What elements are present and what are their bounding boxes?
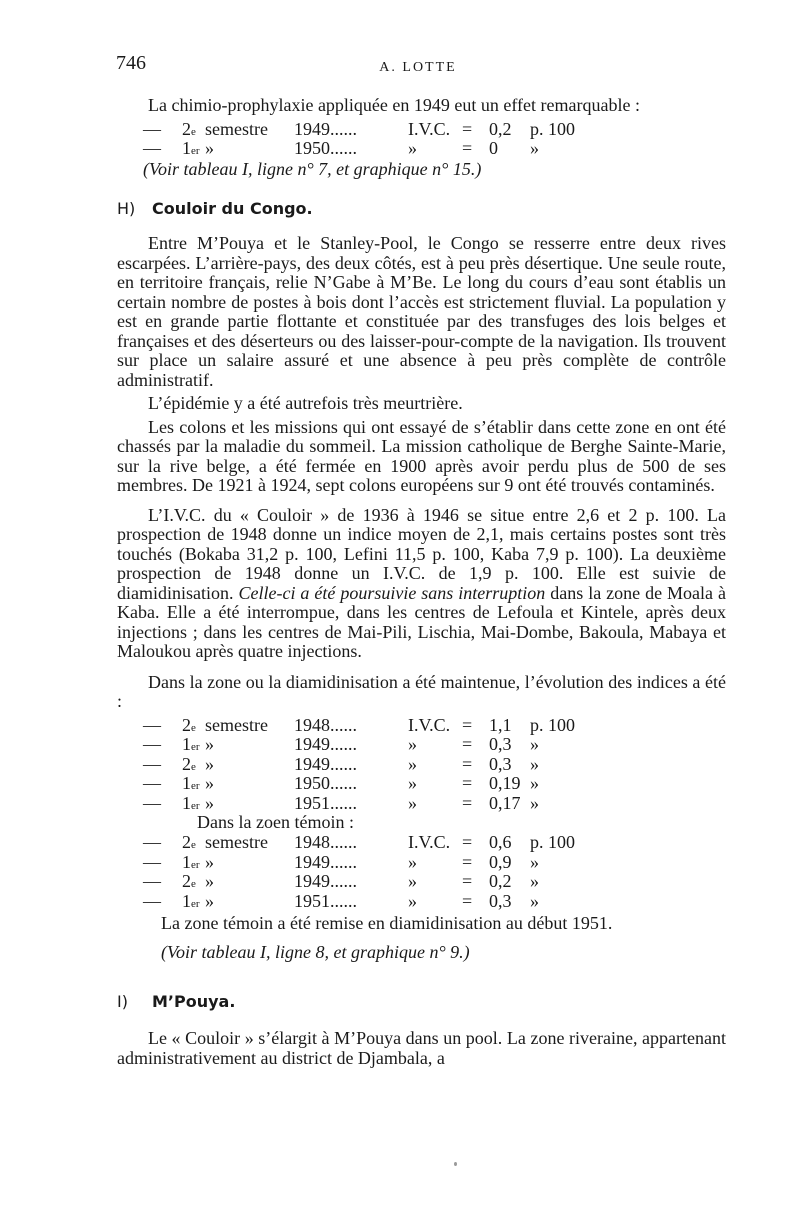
ivc-label: » bbox=[408, 871, 417, 891]
dash: — bbox=[143, 118, 161, 139]
ordinal: 2e bbox=[182, 832, 196, 852]
unit-label: » bbox=[530, 734, 539, 754]
year: 1951...... bbox=[294, 890, 357, 911]
page-body bbox=[117, 96, 726, 1068]
unit-label: » bbox=[530, 138, 539, 158]
unit-label: » bbox=[530, 792, 539, 813]
table-row bbox=[117, 715, 726, 735]
unit-label: » bbox=[530, 773, 539, 793]
equals-sign: = bbox=[462, 890, 473, 911]
ordinal: 1er bbox=[182, 138, 200, 158]
ordinal-suffix: er bbox=[191, 145, 200, 157]
ordinal: 1er bbox=[182, 851, 200, 872]
equals-sign: = bbox=[462, 714, 473, 735]
table-row bbox=[117, 734, 726, 754]
equals-sign: = bbox=[462, 792, 473, 813]
ivc-value: 0,17 bbox=[489, 792, 521, 813]
ordinal: 1er bbox=[182, 773, 200, 793]
reference-note: (Voir tableau I, ligne n° 7, et graphique n° 15.) bbox=[143, 158, 482, 179]
equals-sign: = bbox=[462, 753, 473, 774]
section-title: Couloir du Congo. bbox=[152, 199, 313, 218]
equals-sign: = bbox=[462, 734, 473, 754]
ivc-value: 0,3 bbox=[489, 753, 512, 774]
semester-label: » bbox=[205, 792, 214, 813]
ordinal-suffix: e bbox=[191, 878, 196, 890]
ivc-value: 0,2 bbox=[489, 118, 512, 139]
control-zone-heading: Dans la zoen témoin : bbox=[197, 812, 354, 832]
equals-sign: = bbox=[462, 851, 473, 872]
ivc-label: » bbox=[408, 753, 417, 774]
semester-label: » bbox=[205, 851, 214, 872]
year: 1950...... bbox=[294, 138, 357, 158]
ordinal: 1er bbox=[182, 792, 200, 813]
year: 1949...... bbox=[294, 871, 357, 891]
semester-label: » bbox=[205, 753, 214, 774]
unit-label: » bbox=[530, 890, 539, 911]
ivc-label: » bbox=[408, 138, 417, 158]
paragraph bbox=[117, 506, 726, 662]
table-row bbox=[117, 119, 726, 139]
year: 1948...... bbox=[294, 714, 357, 735]
intro-paragraph: La chimio-prophylaxie appliquée en 1949 eut un effet remarquable : bbox=[148, 95, 640, 115]
ivc-label: » bbox=[408, 792, 417, 813]
running-head: A. LOTTE bbox=[379, 60, 457, 75]
year: 1949...... bbox=[294, 851, 357, 872]
dash: — bbox=[143, 753, 161, 774]
closing-line: La zone témoin a été remise en diamidinisation au début 1951. bbox=[161, 913, 613, 933]
ordinal-suffix: e bbox=[191, 760, 196, 773]
emphasis-text: Celle-ci a été poursuivie sans interruption bbox=[238, 582, 546, 603]
ivc-value: 0,19 bbox=[489, 773, 521, 793]
ivc-value: 0 bbox=[489, 138, 498, 158]
intro-table bbox=[117, 119, 726, 158]
unit-label: » bbox=[530, 871, 539, 891]
year: 1948...... bbox=[294, 832, 357, 852]
dash: — bbox=[143, 734, 161, 754]
ordinal: 2e bbox=[182, 871, 196, 891]
ivc-value: 1,1 bbox=[489, 714, 512, 735]
paragraph-text: L’I.V.C. du « Couloir » de 1936 à 1946 se situe entre 2,6 et 2 p. 100. La prospection de 1948 donne un indice moyen de 2,1, mais certains postes sont très touchés (Bokaba 31,2 p. 100, Lefini 11,5 p. 100, Kaba 7,9 p. 100). La deuxième prospection de 1948 donne un I.V.C. de 1,9 p. 100. Elle est suivie de diamidinisation. bbox=[117, 504, 726, 603]
unit-label: » bbox=[530, 851, 539, 872]
treated-zone-table bbox=[117, 715, 726, 813]
ivc-value: 0,9 bbox=[489, 851, 512, 872]
ordinal-suffix: er bbox=[191, 799, 200, 812]
table-row bbox=[117, 793, 726, 813]
ivc-value: 0,3 bbox=[489, 890, 512, 911]
ivc-value: 0,2 bbox=[489, 871, 512, 891]
ordinal: 2e bbox=[182, 118, 196, 139]
dash: — bbox=[143, 792, 161, 813]
ordinal: 1er bbox=[182, 734, 200, 754]
section-heading-h bbox=[117, 199, 726, 218]
ordinal: 2e bbox=[182, 753, 196, 774]
equals-sign: = bbox=[462, 773, 473, 793]
ivc-value: 0,3 bbox=[489, 734, 512, 754]
year: 1949...... bbox=[294, 753, 357, 774]
unit-label: p. 100 bbox=[530, 118, 575, 139]
page-number: 746 bbox=[116, 52, 146, 74]
year: 1951...... bbox=[294, 792, 357, 813]
ivc-value: 0,6 bbox=[489, 832, 512, 852]
semester-label: semestre bbox=[205, 832, 268, 852]
ordinal-suffix: e bbox=[191, 839, 196, 851]
semester-label: » bbox=[205, 773, 214, 793]
paragraph: Les colons et les missions qui ont essayé de s’établir dans cette zone en ont été chassés par la maladie du sommeil. La mission catholique de Berghe Sainte-Marie, sur la rive belge, a été fermée en 1900 après avoir perdu plus de 500 de ses membres. De 1921 à 1924, sept colons européens sur 9 ont été trouvés contaminés. bbox=[117, 416, 726, 495]
paragraph: Dans la zone ou la diamidinisation a été maintenue, l’évolution des indices a été : bbox=[117, 671, 726, 711]
ivc-label: I.V.C. bbox=[408, 118, 451, 139]
ordinal: 2e bbox=[182, 714, 196, 735]
ordinal-suffix: e bbox=[191, 721, 196, 734]
paragraph: L’épidémie y a été autrefois très meurtrière. bbox=[148, 393, 463, 413]
section-letter: I) bbox=[117, 992, 128, 1011]
page-smudge bbox=[454, 1162, 457, 1166]
dash: — bbox=[143, 773, 161, 793]
dash: — bbox=[143, 890, 161, 911]
ordinal-suffix: e bbox=[191, 125, 196, 138]
table-row bbox=[117, 754, 726, 774]
dash: — bbox=[143, 832, 161, 852]
table-row bbox=[117, 891, 726, 911]
equals-sign: = bbox=[462, 118, 473, 139]
dash: — bbox=[143, 851, 161, 872]
ivc-label: » bbox=[408, 851, 417, 872]
paragraph: Entre M’Pouya et le Stanley-Pool, le Congo se resserre entre deux rives escarpées. L’arrière-pays, des deux côtés, est à peu près désertique. Une seule route, en territoire français, relie N’Gabe à M’Be. Le long du cours d’eau sont établis un certain nombre de postes à bois dont l’accès est strictement fluvial. La population y est en grande partie flottante et constituée par des transfuges des lois belges et françaises et des déserteurs ou des laisser-pour-compte de la navigation. Ils trouvent sur place un salaire assuré et une absence à peu près complète de contrôle administratif. bbox=[117, 233, 726, 390]
paragraph: Le « Couloir » s’élargit à M’Pouya dans un pool. La zone riveraine, appartenant administrativement au district de Djambala, a bbox=[117, 1028, 726, 1068]
semester-label: semestre bbox=[205, 714, 268, 735]
dash: — bbox=[143, 138, 161, 158]
ivc-label: » bbox=[408, 734, 417, 754]
ordinal-suffix: er bbox=[191, 897, 200, 910]
equals-sign: = bbox=[462, 138, 473, 158]
dash: — bbox=[143, 714, 161, 735]
ivc-label: » bbox=[408, 773, 417, 793]
paragraph-text: dans la zone de Moala à Kaba. Elle a été interrompue, dans les centres de Lefoula et Kintele, après deux injections ; dans les centres de Mai-Pili, Lischia, Mai-Dombe, Bakoula, Mabaya et Maloukou après quatre injections. bbox=[117, 582, 726, 661]
ordinal-suffix: er bbox=[191, 858, 200, 871]
control-zone-table bbox=[117, 832, 726, 910]
year: 1949...... bbox=[294, 734, 357, 754]
ordinal-suffix: er bbox=[191, 780, 200, 792]
semester-label: » bbox=[205, 734, 214, 754]
semester-label: » bbox=[205, 871, 214, 891]
semester-label: » bbox=[205, 890, 214, 911]
table-row bbox=[117, 871, 726, 891]
year: 1950...... bbox=[294, 773, 357, 793]
unit-label: » bbox=[530, 753, 539, 774]
table-row bbox=[117, 138, 726, 158]
section-letter: H) bbox=[117, 199, 136, 218]
ivc-label: » bbox=[408, 890, 417, 911]
page-header bbox=[116, 52, 720, 80]
semester-label: » bbox=[205, 138, 214, 158]
ordinal-suffix: er bbox=[191, 741, 200, 753]
unit-label: p. 100 bbox=[530, 832, 575, 852]
ordinal: 1er bbox=[182, 890, 200, 911]
semester-label: semestre bbox=[205, 118, 268, 139]
section-title: M’Pouya. bbox=[152, 992, 236, 1011]
equals-sign: = bbox=[462, 832, 473, 852]
year: 1949...... bbox=[294, 118, 357, 139]
table-row bbox=[117, 852, 726, 872]
section-heading-i bbox=[117, 992, 726, 1011]
reference-note: (Voir tableau I, ligne 8, et graphique n° 9.) bbox=[161, 941, 470, 962]
ivc-label: I.V.C. bbox=[408, 714, 451, 735]
table-row bbox=[117, 832, 726, 852]
table-row bbox=[117, 773, 726, 793]
unit-label: p. 100 bbox=[530, 714, 575, 735]
ivc-label: I.V.C. bbox=[408, 832, 451, 852]
equals-sign: = bbox=[462, 871, 473, 891]
dash: — bbox=[143, 871, 161, 891]
